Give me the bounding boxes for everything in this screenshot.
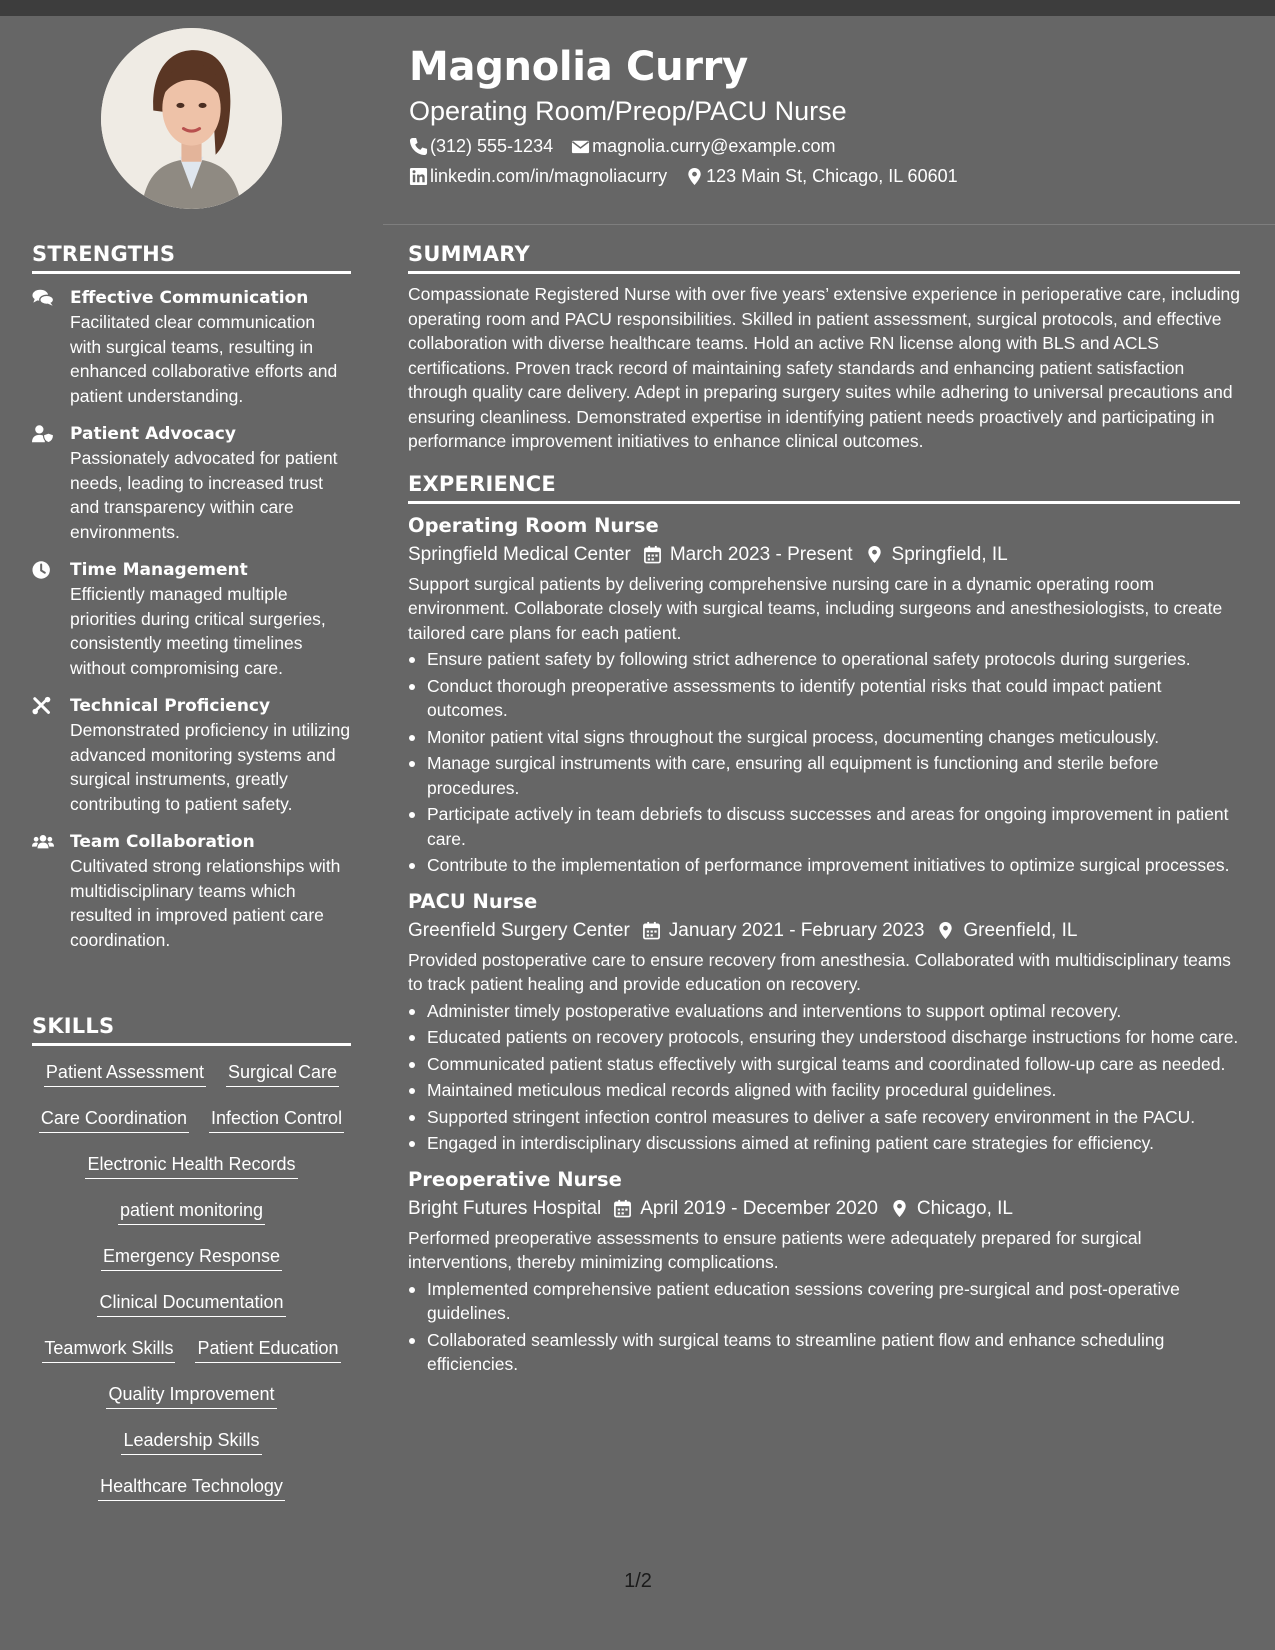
job-bullet: Participate actively in team debriefs to discuss successes and areas for ongoing improvement in patient care. <box>408 802 1240 851</box>
job-dates: March 2023 - Present <box>669 543 853 565</box>
clock-icon <box>32 558 70 680</box>
job-entry <box>408 888 1240 1156</box>
contact-row <box>409 134 853 158</box>
skill-tag: Patient Education <box>195 1336 340 1363</box>
experience-section <box>408 472 1240 1377</box>
job-title: Operating Room Nurse <box>408 513 659 537</box>
summary-text: Compassionate Registered Nurse with over five years’ extensive experience in perioperative care, including operating room and PACU responsibilities. Skilled in patient assessment, surgical protocols, and effective collaboration with diverse healthcare teams. Hold an active RN license along with BLS and ACLS certifications. Proven track record of maintaining safety standards and enhancing patient satisfaction through quality care delivery. Adept in preparing surgery suites while adhering to universal precautions and ensuring cleanliness. Demonstrated expertise in identifying patient needs proactively and participating in performance improvement initiatives to enhance clinical outcomes. <box>408 284 1240 451</box>
job-entry <box>408 512 1240 878</box>
job-description: Performed preoperative assessments to ensure patients were adequately prepared for surgical interventions, thereby minimizing complications. <box>408 1227 1142 1272</box>
job-bullet: Educated patients on recovery protocols, ensuring they understood discharge instructions for home care. <box>408 1025 1240 1050</box>
email-contact <box>571 134 835 158</box>
job-bullet: Implemented comprehensive patient education sessions covering pre-surgical and post-operative guidelines. <box>408 1277 1240 1326</box>
envelope-icon <box>571 137 590 156</box>
job-meta <box>408 1194 1240 1224</box>
skills-list <box>32 1060 351 1520</box>
job-bullet: Maintained meticulous medical records aligned with facility procedural guidelines. <box>408 1078 1240 1103</box>
summary-section <box>408 242 1240 454</box>
job-bullets <box>408 647 1240 878</box>
job-location: Springfield, IL <box>891 543 1008 565</box>
skill-tag: Electronic Health Records <box>85 1152 297 1179</box>
map-pin-icon <box>685 167 704 186</box>
map-pin-icon <box>865 545 884 564</box>
job-dates: April 2019 - December 2020 <box>640 1197 878 1219</box>
map-pin-icon <box>936 921 955 940</box>
strength-title: Patient Advocacy <box>70 424 236 444</box>
job-company: Bright Futures Hospital <box>408 1197 602 1219</box>
page-indicator: 1/2 <box>624 1570 652 1592</box>
strength-title: Team Collaboration <box>70 832 255 852</box>
user-shield-icon <box>32 422 70 544</box>
job-bullets <box>408 999 1240 1156</box>
users-icon <box>32 830 70 952</box>
job-bullet: Engaged in interdisciplinary discussions aimed at refining patient care strategies for efficiency. <box>408 1131 1240 1156</box>
skill-tag: Clinical Documentation <box>97 1290 285 1317</box>
calendar-icon <box>613 1199 632 1218</box>
linkedin-contact <box>409 164 667 188</box>
strength-title: Effective Communication <box>70 288 309 308</box>
job-title: Preoperative Nurse <box>408 1167 622 1191</box>
skill-tag: Emergency Response <box>101 1244 282 1271</box>
top-bar <box>0 0 1275 16</box>
job-title: PACU Nurse <box>408 889 538 913</box>
skill-tag: Care Coordination <box>39 1106 189 1133</box>
portrait-image <box>101 28 282 209</box>
job-bullet: Collaborated seamlessly with surgical teams to streamline patient flow and enhance scheduling efficiencies. <box>408 1328 1240 1377</box>
experience-heading: EXPERIENCE <box>408 472 1240 504</box>
address-text: 123 Main St, Chicago, IL 60601 <box>706 166 958 186</box>
job-bullet: Monitor patient vital signs throughout the surgical process, documenting changes meticulously. <box>408 725 1240 750</box>
strength-description: Demonstrated proficiency in utilizing advanced monitoring systems and surgical instruments, greatly contributing to patient safety. <box>70 720 351 814</box>
skill-tag: Infection Control <box>209 1106 344 1133</box>
job-meta <box>408 540 1240 570</box>
strength-title: Time Management <box>70 560 248 580</box>
strength-item <box>32 830 351 952</box>
skill-tag: Healthcare Technology <box>98 1474 285 1501</box>
skill-tag: Leadership Skills <box>121 1428 261 1455</box>
job-company: Greenfield Surgery Center <box>408 919 630 941</box>
tools-icon <box>32 694 70 816</box>
strength-item <box>32 286 351 408</box>
strengths-section <box>32 242 351 966</box>
candidate-name: Magnolia Curry <box>409 44 748 90</box>
strength-description: Cultivated strong relationships with multidisciplinary teams which resulted in improved patient care coordination. <box>70 856 341 950</box>
job-bullet: Supported stringent infection control measures to deliver a safe recovery environment in the PACU. <box>408 1105 1240 1130</box>
phone-icon <box>409 137 428 156</box>
skills-heading: SKILLS <box>32 1014 351 1046</box>
strength-item <box>32 558 351 680</box>
strength-description: Passionately advocated for patient needs, leading to increased trust and transparency within care environments. <box>70 448 338 542</box>
skill-tag: patient monitoring <box>118 1198 265 1225</box>
skill-tag: Surgical Care <box>226 1060 339 1087</box>
job-bullet: Ensure patient safety by following strict adherence to operational safety protocols during surgeries. <box>408 647 1240 672</box>
linkedin-text: linkedin.com/in/magnoliacurry <box>430 166 668 186</box>
strength-item <box>32 422 351 544</box>
job-bullet: Conduct thorough preoperative assessments to identify potential risks that could impact patient outcomes. <box>408 674 1240 723</box>
job-bullet: Administer timely postoperative evaluations and interventions to support optimal recovery. <box>408 999 1240 1024</box>
address-contact <box>685 164 958 188</box>
strength-title: Technical Proficiency <box>70 696 271 716</box>
map-pin-icon <box>890 1199 909 1218</box>
job-bullet: Manage surgical instruments with care, ensuring all equipment is functioning and sterile before procedures. <box>408 751 1240 800</box>
strength-item <box>32 694 351 816</box>
skill-tag: Patient Assessment <box>44 1060 206 1087</box>
linkedin-icon <box>409 167 428 186</box>
job-location: Greenfield, IL <box>963 919 1078 941</box>
avatar <box>101 28 282 209</box>
calendar-icon <box>643 545 662 564</box>
job-bullet: Communicated patient status effectively with surgical teams and coordinated follow-up care as needed. <box>408 1052 1240 1077</box>
skill-tag: Teamwork Skills <box>42 1336 175 1363</box>
phone-text: (312) 555-1234 <box>430 136 554 156</box>
job-entry <box>408 1166 1240 1377</box>
email-text: magnolia.curry@example.com <box>592 136 836 156</box>
strength-description: Facilitated clear communication with surgical teams, resulting in enhanced collaborative efforts and patient understanding. <box>70 312 338 406</box>
contact-row <box>409 164 976 188</box>
sidebar <box>0 16 383 1650</box>
resume-header <box>383 16 1275 225</box>
comments-icon <box>32 286 70 408</box>
job-dates: January 2021 - February 2023 <box>668 919 925 941</box>
job-company: Springfield Medical Center <box>408 543 631 565</box>
job-description: Support surgical patients by delivering comprehensive nursing care in a dynamic operating room environment. Collaborate closely with surgical teams, including surgeons and anesthesiologists, to create tailored care plans for each patient. <box>408 573 1223 643</box>
job-location: Chicago, IL <box>916 1197 1014 1219</box>
strengths-heading: STRENGTHS <box>32 242 351 274</box>
job-description: Provided postoperative care to ensure recovery from anesthesia. Collaborated with multidisciplinary teams to track patient healing and provide education on recovery. <box>408 949 1231 994</box>
phone-contact <box>409 134 553 158</box>
candidate-title: Operating Room/Preop/PACU Nurse <box>409 96 847 126</box>
calendar-icon <box>642 921 661 940</box>
job-bullet: Contribute to the implementation of performance improvement initiatives to optimize surgical processes. <box>408 853 1240 878</box>
skill-tag: Quality Improvement <box>106 1382 276 1409</box>
summary-heading: SUMMARY <box>408 242 1240 274</box>
strength-description: Efficiently managed multiple priorities during critical surgeries, consistently meeting timelines without compromising care. <box>70 584 326 678</box>
skills-section <box>32 1014 351 1520</box>
main-content <box>408 242 1240 1379</box>
job-bullets <box>408 1277 1240 1377</box>
job-meta <box>408 916 1240 946</box>
